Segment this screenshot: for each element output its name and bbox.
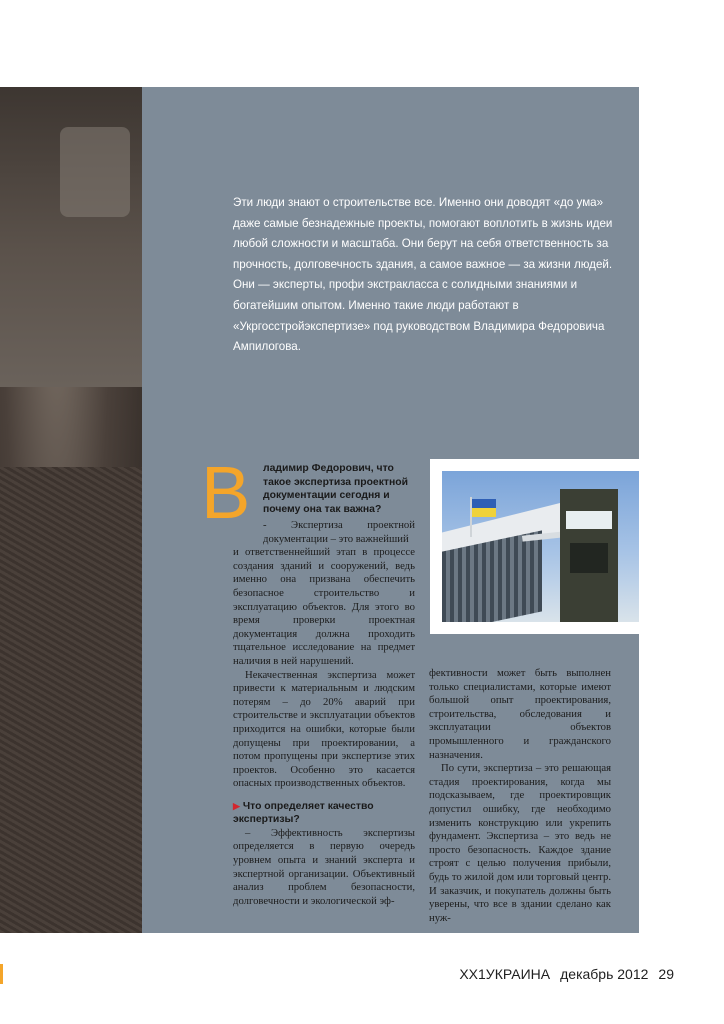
page-footer [0, 964, 724, 984]
issue-date: декабрь 2012 [560, 966, 649, 982]
question-1: ладимир Федорович, что такое экспертиза проектной документации сегодня и почему она так важна? [263, 463, 409, 515]
magazine-name: XX1УКРАИНА [459, 966, 551, 982]
question-2-text: Что определяет качество экспертизы? [233, 800, 374, 826]
page-number: 29 [658, 966, 674, 982]
portrait-photo [0, 87, 142, 933]
question-2 [233, 800, 415, 827]
column-2-paragraph-2: По сути, экспертиза – это решающая стадия проектирования, когда мы подсказываем, где проектировщик допустил ошибку, где необходимо изменить конструкцию или укрепить фундамент. Экспертиза – это ведь не просто безопасность. Каждое здание строят с целью получения прибыли, будь то жилой дом или торговый центр. И заказчик, и покупатель должны быть уверены, что все в здании сделано как нуж- [429, 762, 611, 924]
answer-1: и ответственнейший этап в процессе создания зданий и сооружений, ведь именно она призвана обеспечить безопасное строительство и эксплуатацию объектов. Для этого во время проверки проектная документация должна проходить тщательное исследование на предмет наличия в ней нарушений. [233, 546, 415, 667]
footer-accent-bar [0, 964, 3, 984]
footer-text [449, 964, 674, 984]
photo-highlight [60, 127, 130, 217]
answer-2: – Эффективность экспертизы определяется в первую очередь уровнем опыта и знаний эксперта и экспертной организации. Объективный анализ проблем безопасности, долговечности и экологической эф- [233, 826, 415, 907]
column-2-paragraph-1: фективности может быть выполнен только специалистами, которые имеют большой опыт проектирования, строительства, обследования и эксплуатации объектов промышленного и гражданского назначения. [429, 667, 611, 761]
article-body [201, 451, 618, 924]
drop-cap: В [201, 451, 251, 534]
article-column-2 [429, 667, 611, 925]
photo-sleeve [0, 467, 142, 933]
paragraph-2: Некачественная экспертиза может привести к материальным и людским потерям – до 20% аварий при строительстве и эксплуатации объектов приходится на ошибки, которые были допущены при проектировании, а потом пропущены при экспертизе этих проектов. Особенно это касается опасных производственных объектов. [233, 668, 415, 790]
intro-paragraph: Эти люди знают о строительстве все. Именно они доводят «до ума» даже самые безнадежные проекты, помогают воплотить в жизнь идеи любой сложности и масштаба. Они берут на себя ответственность за прочность, долговечность здания, а самое важное — за жизни людей. Они — эксперты, профи экстракласса с солидными знаниями и богатейшим опытом. Именно такие люди работают в «Укргосстройэкспертизе» под руководством Владимира Федоровича Ампилогова. [233, 196, 613, 354]
answer-1-start: - Экспертиза проектной документации – это важнейший [263, 519, 415, 545]
article-column-1 [201, 451, 415, 908]
triangle-marker-icon: ▶ [233, 800, 240, 811]
